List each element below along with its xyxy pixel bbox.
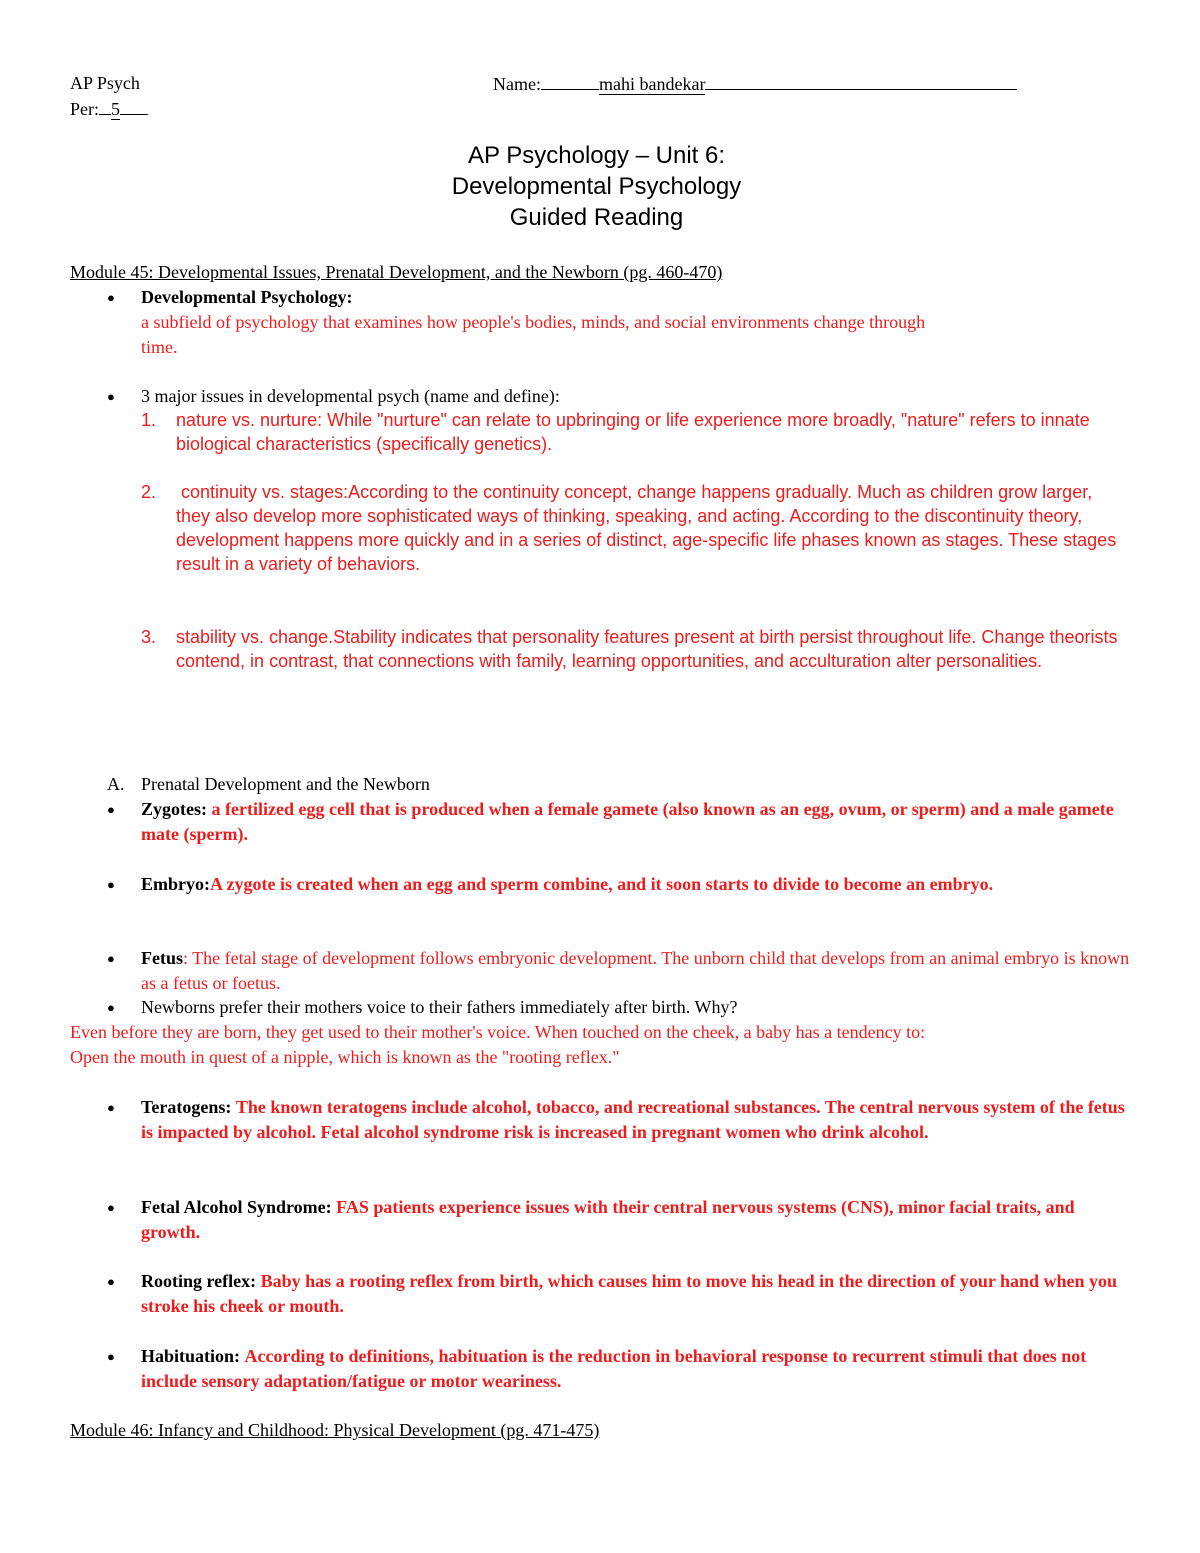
- embryo-term: Embryo:: [141, 874, 210, 894]
- newborns-answer-line-2: Open the mouth in quest of a nipple, which is known as the "rooting reflex.": [70, 1047, 620, 1067]
- issue-number: 2.: [141, 482, 157, 502]
- title-line-1: AP Psychology – Unit 6:: [467, 142, 726, 169]
- embryo-entry: [141, 872, 1131, 897]
- teratogens-term: Teratogens:: [141, 1097, 232, 1117]
- issue-number: 3.: [141, 627, 157, 647]
- bullet-icon: ●: [107, 1200, 115, 1215]
- zygotes-term: Zygotes:: [141, 799, 207, 819]
- dev-psych-term: Developmental Psychology:: [141, 287, 353, 307]
- fetus-def: : The fetal stage of development follows embryonic development. The unborn child that develops from an animal embryo is known as a fetus or foetus.: [141, 948, 1130, 993]
- bullet-icon: ●: [107, 290, 115, 305]
- section-a-title: Prenatal Development and the Newborn: [141, 774, 430, 794]
- dev-psych-def-line-1: a subfield of psychology that examines how people's bodies, minds, and social environments change through: [141, 312, 926, 332]
- bullet-icon: ●: [107, 802, 115, 817]
- rooting-entry: [141, 1269, 1131, 1319]
- module-45-heading: Module 45: Developmental Issues, Prenatal Development, and the Newborn (pg. 460-470): [70, 262, 723, 282]
- rooting-term: Rooting reflex:: [141, 1271, 257, 1291]
- rooting-def: Baby has a rooting reflex from birth, which causes him to move his head in the direction of your hand when you stroke his cheek or mouth.: [141, 1271, 1118, 1316]
- period-line: [70, 96, 148, 122]
- bullet-icon: ●: [107, 1349, 115, 1364]
- habituation-term: Habituation:: [141, 1346, 241, 1366]
- bullet-icon: ●: [107, 1274, 115, 1289]
- issue-text: stability vs. change.Stability indicates that personality features present at birth persist throughout life. Change theorists contend, in contrast, that connections with family, learning opportunities, and acculturation alter personalities.: [176, 627, 1118, 671]
- teratogens-def: The known teratogens include alcohol, tobacco, and recreational substances. The central nervous system of the fetus is impacted by alcohol. Fetal alcohol syndrome risk is increased in pregnant women who drink alcohol.: [141, 1097, 1125, 1142]
- habituation-entry: [141, 1344, 1131, 1394]
- bullet-icon: ●: [107, 877, 115, 892]
- newborns-question: Newborns prefer their mothers voice to their fathers immediately after birth. Why?: [141, 997, 738, 1017]
- course-label: AP Psych: [70, 73, 140, 93]
- habituation-def: According to definitions, habituation is the reduction in behavioral response to recurrent stimuli that does not include sensory adaptation/fatigue or motor weariness.: [141, 1346, 1087, 1391]
- title-line-2: Developmental Psychology: [451, 173, 742, 200]
- fas-term: Fetal Alcohol Syndrome:: [141, 1197, 332, 1217]
- issues-prompt: 3 major issues in developmental psych (name and define):: [141, 386, 560, 406]
- name-label: Name:: [493, 74, 541, 94]
- fetus-term: Fetus: [141, 948, 183, 968]
- section-a-label: A.: [107, 774, 125, 794]
- period-value[interactable]: 5: [111, 99, 120, 119]
- period-label: Per:: [70, 99, 99, 119]
- issue-text: continuity vs. stages:According to the continuity concept, change happens gradually. Much as children grow larger, they also develop more sophisticated ways of thinking, speaking, and acting. According to the discontinuity theory, development happens more quickly and in a series of distinct, age-specific life phases known as stages. These stages result in a variety of behaviors.: [176, 482, 1122, 574]
- dev-psych-def-line-2: time.: [141, 337, 178, 357]
- issue-number: 1.: [141, 410, 157, 430]
- fetus-entry: [141, 946, 1131, 996]
- name-line: [493, 71, 1017, 97]
- fas-entry: [141, 1195, 1131, 1245]
- bullet-icon: ●: [107, 951, 115, 966]
- newborns-answer-line-1: Even before they are born, they get used to their mother's voice. When touched on the cheek, a baby has a tendency to:: [70, 1022, 926, 1042]
- module-46-heading: Module 46: Infancy and Childhood: Physical Development (pg. 471-475): [70, 1420, 600, 1440]
- title-line-3: Guided Reading: [509, 204, 684, 231]
- teratogens-entry: [141, 1095, 1131, 1145]
- name-value[interactable]: mahi bandekar: [598, 74, 706, 94]
- bullet-icon: ●: [107, 389, 115, 404]
- bullet-icon: ●: [107, 1000, 115, 1015]
- page-title: [0, 140, 1193, 233]
- issue-text: nature vs. nurture: While "nurture" can relate to upbringing or life experience more broadly, "nature" refers to innate biological characteristics (specifically genetics).: [176, 410, 1090, 454]
- embryo-def: A zygote is created when an egg and sperm combine, and it soon starts to divide to become an embryo.: [210, 874, 994, 894]
- bullet-icon: ●: [107, 1100, 115, 1115]
- zygotes-def: a fertilized egg cell that is produced when a female gamete (also known as an egg, ovum, or sperm) and a male gamete mate (sperm).: [141, 799, 1114, 844]
- zygotes-entry: [141, 797, 1131, 847]
- fas-def: FAS patients experience issues with their central nervous systems (CNS), minor facial traits, and growth.: [141, 1197, 1075, 1242]
